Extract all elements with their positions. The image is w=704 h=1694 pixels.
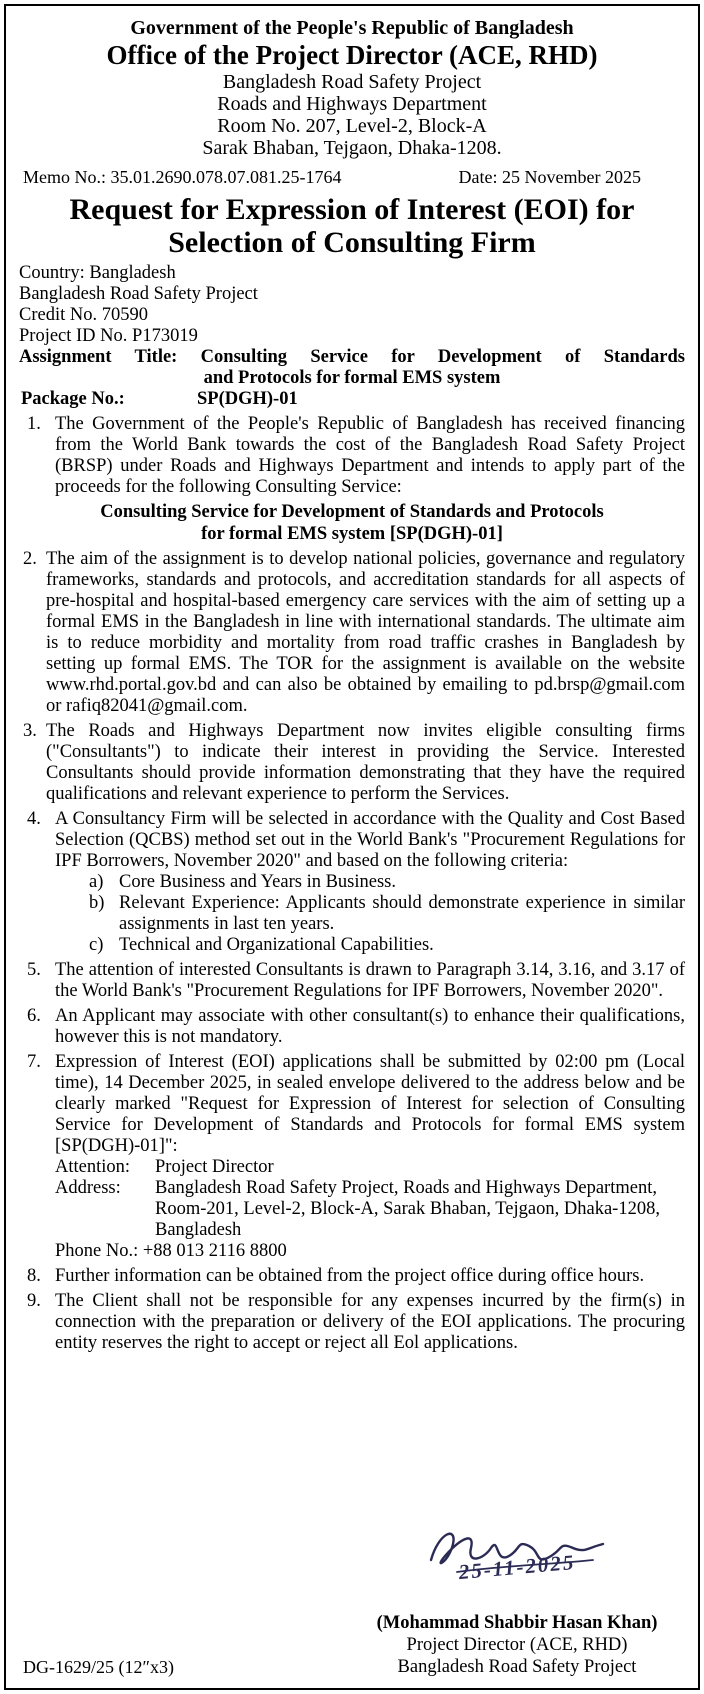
letterhead: [19, 12, 685, 159]
address-row: [55, 1178, 685, 1241]
department-line: Roads and Highways Department: [217, 93, 487, 115]
credit-no-line: Credit No. 70590: [19, 305, 148, 325]
country-line: Country: Bangladesh: [19, 263, 176, 283]
criteria-letter: a): [89, 872, 104, 892]
criteria-text: Technical and Organizational Capabilities.: [119, 935, 434, 955]
item-number: 6.: [27, 1006, 41, 1026]
item-number: 2.: [23, 549, 37, 569]
room-line: Room No. 207, Level-2, Block-A: [217, 115, 487, 137]
list-item-8: [19, 1266, 685, 1287]
memo-row: [19, 166, 685, 188]
package-label: Package No.:: [21, 389, 125, 409]
list-item-4: [19, 809, 685, 872]
item-text: The Roads and Highways Department now invites eligible consulting firms ("Consultants") to indicate their interest in providing the Service. Interested Consultants should provide information demonstrating that they have the required qualifications and relevant experience to perform the Services.: [46, 721, 685, 804]
item-number: 5.: [27, 960, 41, 980]
signatory-title: Project Director (ACE, RHD): [406, 1635, 628, 1655]
address-line: Sarak Bhaban, Tejgaon, Dhaka-1208.: [202, 137, 502, 159]
attention-value: Project Director: [155, 1157, 274, 1177]
criteria-item-c: [89, 935, 685, 956]
government-line: Government of the People's Republic of Bangladesh: [130, 17, 574, 39]
document-title-line2: Selection of Consulting Firm: [168, 226, 536, 259]
signatory-org: Bangladesh Road Safety Project: [397, 1657, 637, 1677]
criteria-item-b: [89, 893, 685, 935]
assignment-title-line2: and Protocols for formal EMS system: [203, 368, 501, 388]
list-item-9: [19, 1291, 685, 1354]
item-number: 8.: [27, 1266, 41, 1286]
package-value: SP(DGH)-01: [197, 389, 298, 409]
item-text: The attention of interested Consultants is drawn to Paragraph 3.14, 3.16, and 3.17 of the World Bank's "Procurement Regulations for IPF Borrowers, November 2020".: [55, 960, 685, 1001]
item-text: A Consultancy Firm will be selected in accordance with the Quality and Cost Based Selection (QCBS) method set out in the World Bank's "Procurement Regulations for IPF Borrowers, November 2020" and based on the following criteria:: [55, 809, 685, 871]
address-label: Address:: [55, 1178, 121, 1198]
address-value: Bangladesh Road Safety Project, Roads and Highways Department, Room-201, Level-2, Block-A, Sarak Bhaban, Tejgaon, Dhaka-1208, Bangladesh: [155, 1178, 660, 1240]
criteria-letter: c): [89, 935, 104, 955]
item-text: An Applicant may associate with other consultant(s) to enhance their qualifications, however this is not mandatory.: [55, 1006, 685, 1047]
assignment-title-line1: Assignment Title: Consulting Service for Development of Standards: [19, 347, 685, 367]
criteria-letter: b): [89, 893, 105, 913]
attention-label: Attention:: [55, 1157, 131, 1177]
list-item-7: [19, 1052, 685, 1262]
criteria-item-a: [89, 872, 685, 893]
item-number: 7.: [27, 1052, 41, 1072]
eoi-notice-document: [4, 4, 700, 1690]
signatory-name: (Mohammad Shabbir Hasan Khan): [376, 1613, 658, 1633]
item-text: The Government of the People's Republic of Bangladesh has received financing from the World Bank towards the cost of the Bangladesh Road Safety Project (BRSP) under Roads and Highways Department and intends to apply part of the proceeds for the following Consulting Service:: [55, 414, 685, 497]
project-name-line: Bangladesh Road Safety Project: [19, 284, 258, 304]
signature-date: 25-11-2025: [457, 1549, 577, 1585]
item-text: Further information can be obtained from the project office during office hours.: [55, 1266, 645, 1286]
package-row: [19, 389, 685, 410]
document-title-line1: Request for Expression of Interest (EOI) for: [69, 193, 635, 226]
memo-number: Memo No.: 35.01.2690.078.07.081.25-1764: [23, 167, 342, 187]
project-line: Bangladesh Road Safety Project: [222, 71, 482, 93]
signature-art: [357, 1520, 677, 1612]
criteria-text: Core Business and Years in Business.: [119, 872, 396, 892]
print-code: DG-1629/25 (12″x3): [23, 1657, 174, 1677]
item-text: The aim of the assignment is to develop national policies, governance and regulatory frameworks, standards and protocols, and accreditation standards for all aspects of pre-hospital and hospital-based emergency care services with the aim of setting up a formal EMS in the Bangladesh in line with international standards. The ultimate aim is to reduce morbidity and mortality from road traffic crashes in Bangladesh by setting up formal EMS. The TOR for the assignment is available on the website www.rhd.portal.gov.bd and can also be obtained by emailing to pd.brsp@gmail.com or rafiq82041@gmail.com.: [46, 549, 685, 716]
item-number: 1.: [27, 414, 41, 434]
service-heading: Consulting Service for Development of Standards and Protocols for formal EMS system [SP(DGH)-01]: [100, 502, 604, 544]
attention-row: [55, 1157, 685, 1178]
project-info: [19, 263, 685, 410]
bottom-row: [19, 1520, 685, 1680]
list-item-2: [19, 549, 685, 717]
document-title: [19, 193, 685, 259]
office-title: Office of the Project Director (ACE, RHD): [106, 40, 598, 70]
item-number: 4.: [27, 809, 41, 829]
memo-date: Date: 25 November 2025: [458, 167, 641, 187]
list-item-6: [19, 1006, 685, 1048]
item-text: The Client shall not be responsible for any expenses incurred by the firm(s) in connection with the preparation or delivery of the EOI applications. The procuring entity reserves the right to accept or reject all Eol applications.: [55, 1291, 685, 1353]
phone-line: Phone No.: +88 013 2116 8800: [55, 1241, 287, 1261]
criteria-text: Relevant Experience: Applicants should demonstrate experience in similar assignments in last ten years.: [119, 893, 685, 934]
list-item-1: [19, 414, 685, 498]
signature-block: [357, 1520, 677, 1678]
list-item-3: [19, 721, 685, 805]
list-item-5: [19, 960, 685, 1002]
item-number: 3.: [23, 721, 37, 741]
project-id-line: Project ID No. P173019: [19, 326, 198, 346]
item-number: 9.: [27, 1291, 41, 1311]
item-text: Expression of Interest (EOI) applications shall be submitted by 02:00 pm (Local time), 14 December 2025, in sealed envelope delivered to the address below and be clearly marked "Request for Expression of Interest for selection of Consulting Service for Development of Standards and Protocols for formal EMS system [SP(DGH)-01]":: [55, 1052, 685, 1156]
